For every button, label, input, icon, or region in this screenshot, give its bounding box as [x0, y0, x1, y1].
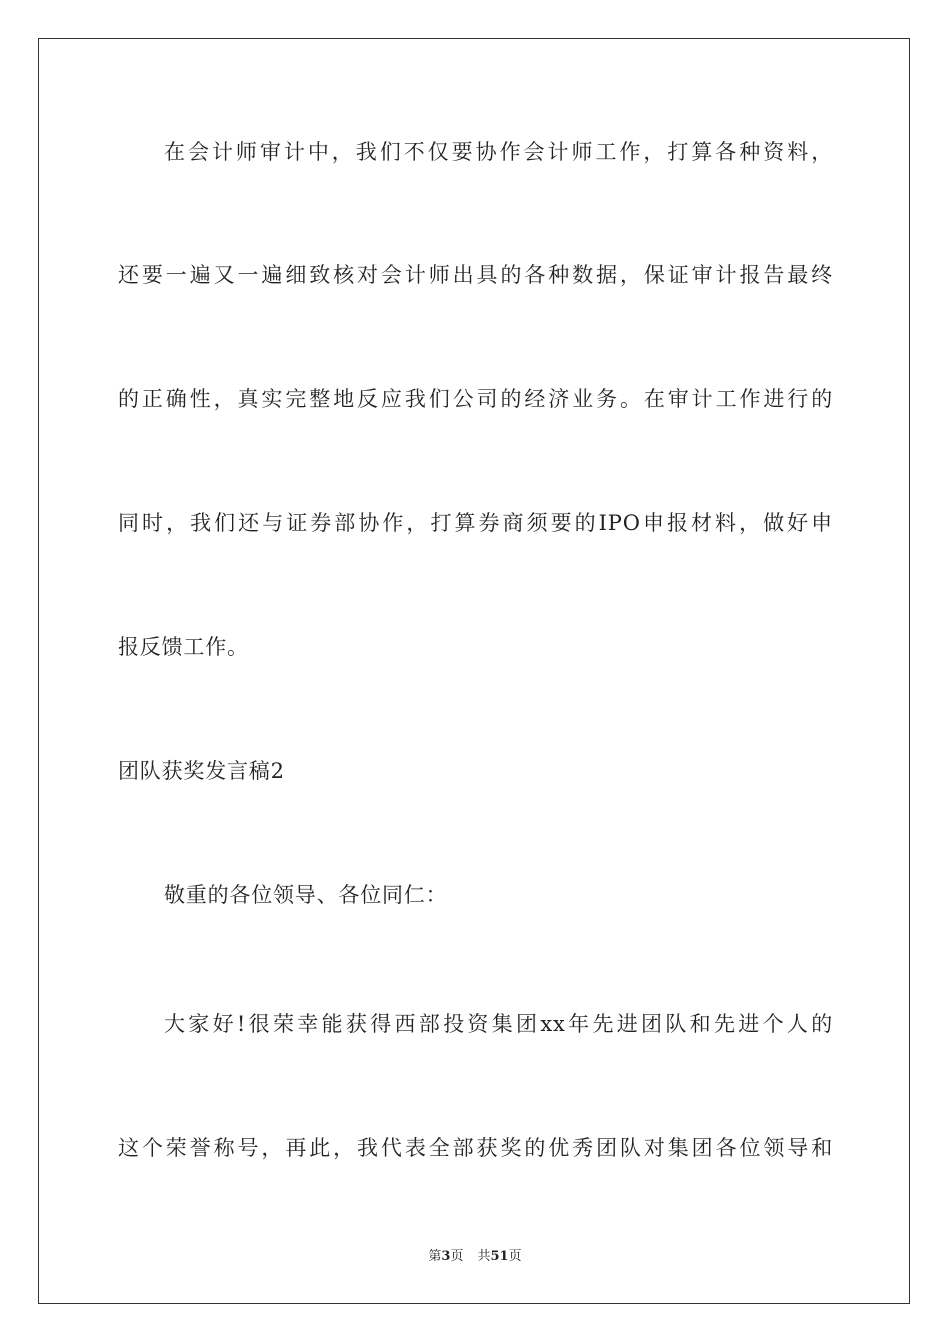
salutation-line: 敬重的各位领导、各位同仁：: [164, 883, 448, 907]
total-pages: 51: [490, 1249, 509, 1264]
page-prefix: 第: [428, 1249, 442, 1264]
total-prefix: 共: [477, 1249, 491, 1264]
total-suffix: 页: [508, 1249, 522, 1264]
paragraph-line-5: 报反馈工作。: [118, 635, 249, 659]
page-frame: [38, 38, 910, 1304]
page-number: 3: [441, 1249, 451, 1264]
page-footer: [0, 1248, 950, 1266]
page-suffix: 页: [450, 1249, 464, 1264]
paragraph-line-7: 这个荣誉称号，再此，我代表全部获奖的优秀团队对集团各位领导和: [118, 1136, 833, 1160]
paragraph-line-6: 大家好!很荣幸能获得西部投资集团xx年先进团队和先进个人的: [164, 1012, 833, 1036]
section-heading: 团队获奖发言稿2: [118, 759, 285, 783]
paragraph-line-4: 同时，我们还与证券部协作，打算券商须要的IPO申报材料，做好申: [118, 511, 833, 535]
paragraph-line-3: 的正确性，真实完整地反应我们公司的经济业务。在审计工作进行的: [118, 387, 833, 411]
paragraph-line-1: 在会计师审计中，我们不仅要协作会计师工作，打算各种资料，: [164, 140, 833, 164]
paragraph-line-2: 还要一遍又一遍细致核对会计师出具的各种数据，保证审计报告最终: [118, 263, 833, 287]
